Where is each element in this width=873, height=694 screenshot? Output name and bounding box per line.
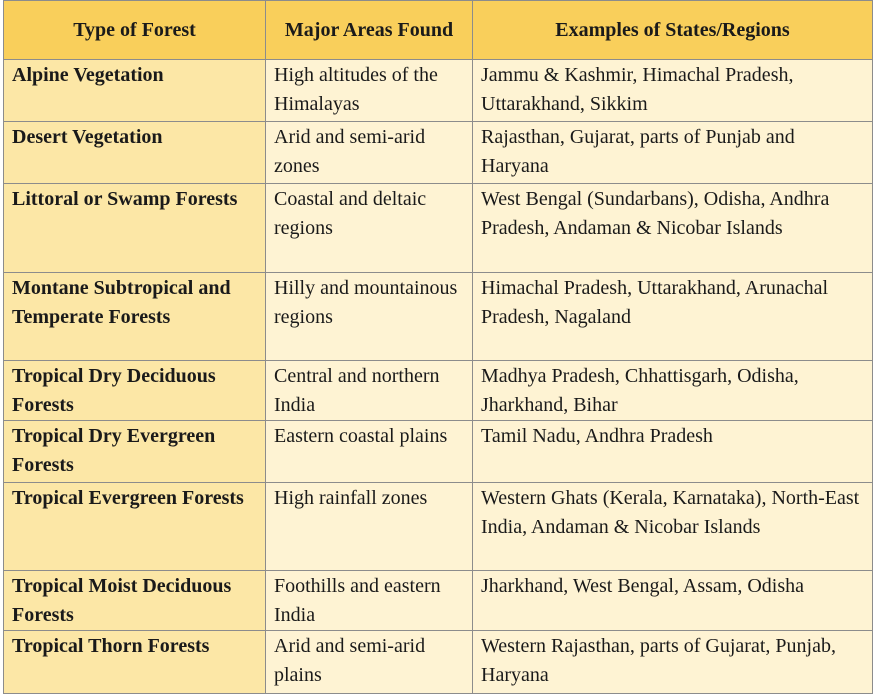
- states-regions-cell: West Bengal (Sundarbans), Odisha, Andhra Pradesh, Andaman & Nicobar Islands: [473, 184, 873, 273]
- forest-type-cell: Alpine Vegetation: [4, 60, 266, 122]
- major-areas-cell: High rainfall zones: [266, 483, 473, 571]
- header-examples-of-states: Examples of States/Regions: [473, 1, 873, 60]
- major-areas-cell: Arid and semi-arid zones: [266, 122, 473, 184]
- forest-type-cell: Tropical Dry Evergreen Forests: [4, 421, 266, 483]
- forest-type-cell: Littoral or Swamp Forests: [4, 184, 266, 273]
- major-areas-cell: Coastal and deltaic regions: [266, 184, 473, 273]
- forest-type-cell: Desert Vegetation: [4, 122, 266, 184]
- states-regions-cell: Western Ghats (Kerala, Karnataka), North-East India, Andaman & Nicobar Islands: [473, 483, 873, 571]
- table-row: [4, 273, 873, 361]
- forest-type-cell: Montane Subtropical and Temperate Forests: [4, 273, 266, 361]
- header-major-areas-found: Major Areas Found: [266, 1, 473, 60]
- table-body: [4, 60, 873, 694]
- major-areas-cell: Eastern coastal plains: [266, 421, 473, 483]
- major-areas-cell: High altitudes of the Himalayas: [266, 60, 473, 122]
- table-row: [4, 122, 873, 184]
- states-regions-cell: Jammu & Kashmir, Himachal Pradesh, Uttarakhand, Sikkim: [473, 60, 873, 122]
- major-areas-cell: Central and northern India: [266, 361, 473, 421]
- forest-type-cell: Tropical Moist Deciduous Forests: [4, 571, 266, 631]
- table-row: [4, 483, 873, 571]
- table-row: [4, 571, 873, 631]
- table-row: [4, 184, 873, 273]
- forest-type-cell: Tropical Thorn Forests: [4, 631, 266, 694]
- states-regions-cell: Western Rajasthan, parts of Gujarat, Punjab, Haryana: [473, 631, 873, 694]
- table-row: [4, 60, 873, 122]
- major-areas-cell: Hilly and mountainous regions: [266, 273, 473, 361]
- forest-type-cell: Tropical Evergreen Forests: [4, 483, 266, 571]
- header-type-of-forest: Type of Forest: [4, 1, 266, 60]
- states-regions-cell: Jharkhand, West Bengal, Assam, Odisha: [473, 571, 873, 631]
- states-regions-cell: Madhya Pradesh, Chhattisgarh, Odisha, Jharkhand, Bihar: [473, 361, 873, 421]
- forest-type-cell: Tropical Dry Deciduous Forests: [4, 361, 266, 421]
- forest-types-table: [3, 0, 873, 694]
- forest-types-table-container: [3, 0, 873, 694]
- major-areas-cell: Arid and semi-arid plains: [266, 631, 473, 694]
- table-row: [4, 361, 873, 421]
- table-header: [4, 1, 873, 60]
- header-row: [4, 1, 873, 60]
- table-row: [4, 631, 873, 694]
- states-regions-cell: Tamil Nadu, Andhra Pradesh: [473, 421, 873, 483]
- states-regions-cell: Himachal Pradesh, Uttarakhand, Arunachal Pradesh, Nagaland: [473, 273, 873, 361]
- states-regions-cell: Rajasthan, Gujarat, parts of Punjab and Haryana: [473, 122, 873, 184]
- major-areas-cell: Foothills and eastern India: [266, 571, 473, 631]
- table-row: [4, 421, 873, 483]
